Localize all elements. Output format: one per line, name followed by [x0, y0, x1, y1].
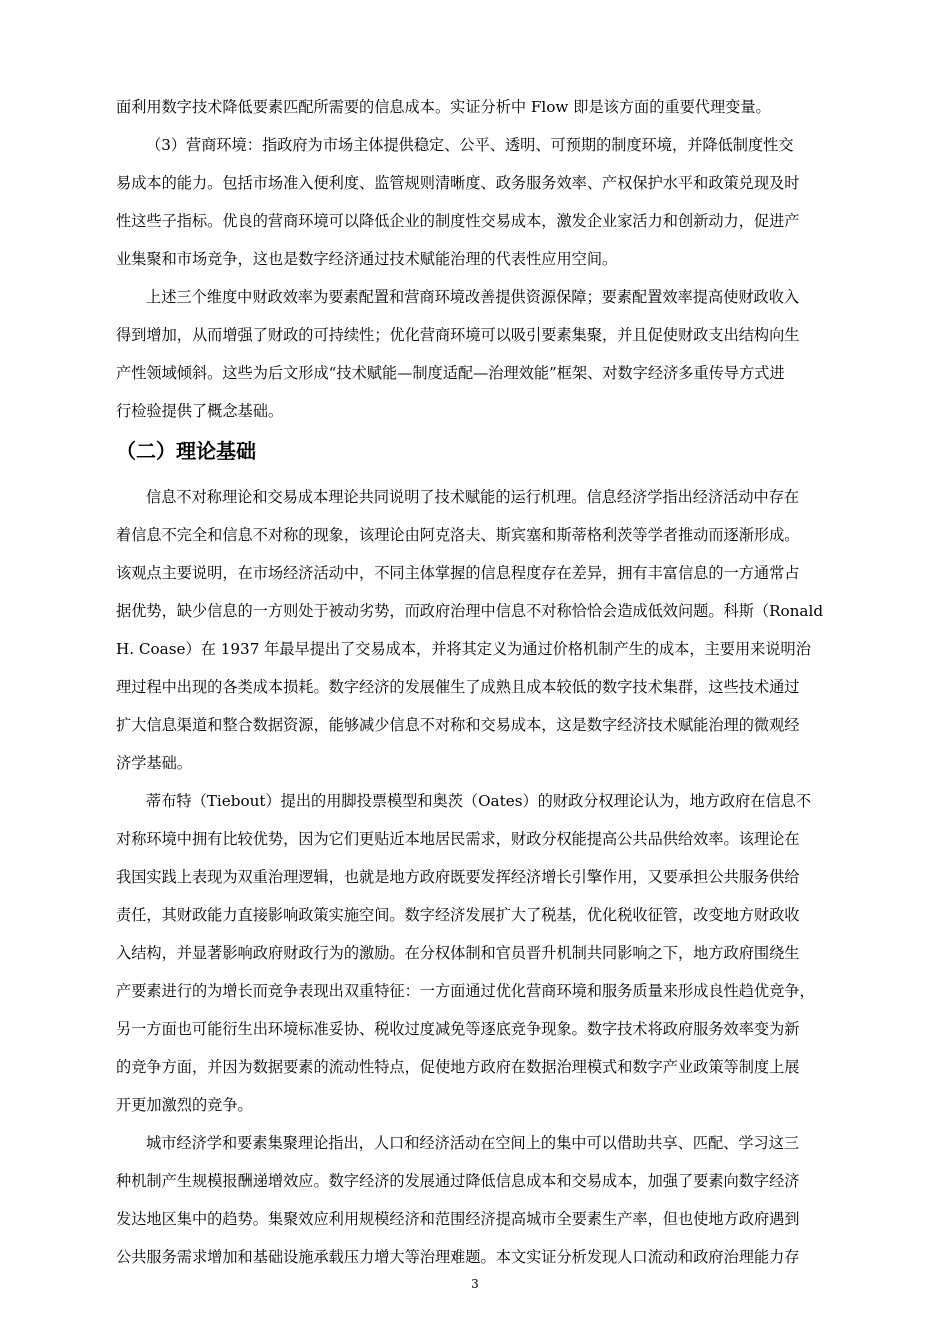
paragraph-line: 开更加激烈的竞争。 — [116, 1096, 253, 1114]
page-number: 3 — [471, 1277, 479, 1291]
paragraph-line: 种机制产生规模报酬递增效应。数字经济的发展通过降低信息成本和交易成本，加强了要素向数字经济 — [116, 1172, 800, 1190]
paragraph-line: H. Coase）在 1937 年最早提出了交易成本，并将其定义为通过价格机制产生的成本，主要用来说明治 — [116, 640, 811, 658]
paragraph-line: 入结构，并显著影响政府财政行为的激励。在分权体制和官员晋升机制共同影响之下，地方政府围绕生 — [116, 944, 800, 962]
paragraph-line: 易成本的能力。包括市场准入便利度、监管规则清晰度、政务服务效率、产权保护水平和政策兑现及时 — [116, 174, 800, 192]
paragraph-line: 我国实践上表现为双重治理逻辑，也就是地方政府既要发挥经济增长引擎作用，又要承担公共服务供给 — [116, 868, 800, 886]
paragraph-line: 扩大信息渠道和整合数据资源，能够减少信息不对称和交易成本，这是数字经济技术赋能治理的微观经 — [116, 716, 800, 734]
section-heading: （二）理论基础 — [116, 439, 256, 463]
paragraph-line: 对称环境中拥有比较优势，因为它们更贴近本地居民需求，财政分权能提高公共品供给效率。该理论在 — [116, 830, 800, 848]
paragraph-line: 上述三个维度中财政效率为要素配置和营商环境改善提供资源保障；要素配置效率提高使财政收入 — [146, 288, 800, 306]
paragraph-line: 面利用数字技术降低要素匹配所需要的信息成本。实证分析中 Flow 即是该方面的重要代理变量。 — [116, 98, 771, 116]
paragraph-line: 着信息不完全和信息不对称的现象，该理论由阿克洛夫、斯宾塞和斯蒂格利茨等学者推动而逐渐形成。 — [116, 526, 800, 544]
paragraph-line: 得到增加，从而增强了财政的可持续性；优化营商环境可以吸引要素集聚，并且促使财政支出结构向生 — [116, 326, 800, 344]
paragraph-line: 产要素进行的为增长而竞争表现出双重特征：一方面通过优化营商环境和服务质量来形成良性趋优竞争， — [116, 982, 815, 1000]
paragraph-line: 信息不对称理论和交易成本理论共同说明了技术赋能的运行机理。信息经济学指出经济活动中存在 — [146, 488, 800, 506]
paragraph-line: 据优势，缺少信息的一方则处于被动劣势，而政府治理中信息不对称恰恰会造成低效问题。科斯（Ronald — [116, 602, 824, 620]
paragraph-line: 产性领域倾斜。这些为后文形成“技术赋能—制度适配—治理效能”框架、对数字经济多重传导方式进 — [116, 364, 785, 382]
paragraph-line: 发达地区集中的趋势。集聚效应利用规模经济和范围经济提高城市全要素生产率，但也使地方政府遇到 — [116, 1210, 800, 1228]
paragraph-line: 公共服务需求增加和基础设施承载压力增大等治理难题。本文实证分析发现人口流动和政府治理能力存 — [116, 1248, 800, 1266]
paragraph-line: 性这些子指标。优良的营商环境可以降低企业的制度性交易成本，激发企业家活力和创新动力，促进产 — [116, 212, 800, 230]
paragraph-line: 理过程中出现的各类成本损耗。数字经济的发展催生了成熟且成本较低的数字技术集群，这些技术通过 — [116, 678, 800, 696]
paragraph-line: 业集聚和市场竞争，这也是数字经济通过技术赋能治理的代表性应用空间。 — [116, 250, 618, 268]
paragraph-line: 蒂布特（Tiebout）提出的用脚投票模型和奥茨（Oates）的财政分权理论认为，地方政府在信息不 — [146, 792, 812, 810]
paragraph-line: 城市经济学和要素集聚理论指出，人口和经济活动在空间上的集中可以借助共享、匹配、学习这三 — [146, 1134, 800, 1152]
paragraph-line: 的竞争方面，并因为数据要素的流动性特点，促使地方政府在数据治理模式和数字产业政策等制度上展 — [116, 1058, 800, 1076]
paragraph-line: 另一方面也可能衍生出环境标准妥协、税收过度减免等逐底竞争现象。数字技术将政府服务效率变为新 — [116, 1020, 800, 1038]
paragraph-line: （3）营商环境：指政府为市场主体提供稳定、公平、透明、可预期的制度环境，并降低制度性交 — [146, 136, 794, 154]
paragraph-line: 济学基础。 — [116, 754, 192, 772]
paragraph-line: 行检验提供了概念基础。 — [116, 402, 284, 420]
paragraph-line: 责任，其财政能力直接影响政策实施空间。数字经济发展扩大了税基，优化税收征管，改变地方财政收 — [116, 906, 800, 924]
paragraph-line: 该观点主要说明，在市场经济活动中，不同主体掌握的信息程度存在差异，拥有丰富信息的一方通常占 — [116, 564, 800, 582]
